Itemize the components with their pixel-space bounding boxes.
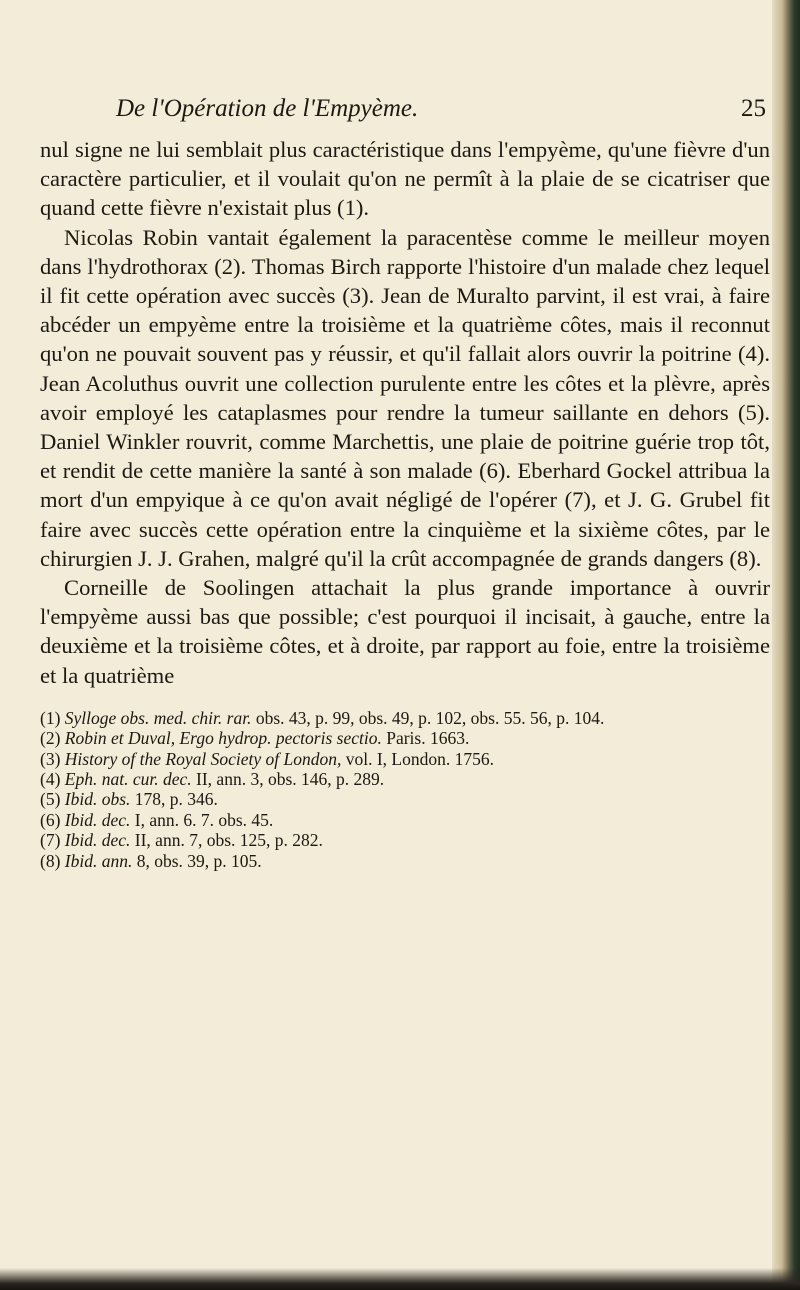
footnote: (3) History of the Royal Society of London, vol. I, London. 1756. xyxy=(40,748,494,769)
running-title: De l'Opération de l'Empyème. xyxy=(116,95,419,122)
footnote: (8) Ibid. ann. 8, obs. 39, p. 105. xyxy=(40,850,262,871)
page-number: 25 xyxy=(741,95,766,122)
page-bottom-shadow xyxy=(0,1268,800,1290)
footnote: (2) Robin et Duval, Ergo hydrop. pectoris sectio. Paris. 1663. xyxy=(40,728,470,749)
footnote: (4) Eph. nat. cur. dec. II, ann. 3, obs. 146, p. 289. xyxy=(40,769,385,790)
body-text xyxy=(40,135,770,690)
footnote: (7) Ibid. dec. II, ann. 7, obs. 125, p. 282. xyxy=(40,830,323,851)
paragraph: Nicolas Robin vantait également la paracentèse comme le meilleur moyen dans l'hydrothorax (2). Thomas Birch rapporte l'histoire d'un malade chez lequel il fit cette opération avec succès (3). Jean de Muralto parvint, il est vrai, à faire abcéder un empyème entre la troisième et la quatrième côtes, mais il reconnut qu'on ne pouvait souvent pas y réussir, et qu'il fallait alors ouvrir la poitrine (4). Jean Acoluthus ouvrit une collection purulente entre les côtes et la plèvre, après avoir employé les cataplasmes pour rendre la tumeur saillante en dehors (5). Daniel Winkler rouvrit, comme Marchettis, une plaie de poitrine guérie trop tôt, et rendit de cette manière la santé à son malade (6). Eberhard Gockel attribua la mort d'un empyique à ce qu'on avait négligé de l'opérer (7), et J. G. Grubel fit faire avec succès cette opération entre la cinquième et la sixième côtes, par le chirurgien J. J. Grahen, malgré qu'il la crût accompagnée de grands dangers (8). xyxy=(40,224,770,571)
footnote: (1) Sylloge obs. med. chir. rar. obs. 43, p. 99, obs. 49, p. 102, obs. 55. 56, p. 104. xyxy=(40,707,605,728)
footnote: (5) Ibid. obs. 178, p. 346. xyxy=(40,789,218,810)
paragraph: nul signe ne lui semblait plus caractéristique dans l'empyème, qu'une fièvre d'un caractère particulier, et il voulait qu'on ne permît à la plaie de se cicatriser que quand cette fièvre n'existait plus (1). xyxy=(40,137,770,221)
footnote: (6) Ibid. dec. I, ann. 6. 7. obs. 45. xyxy=(40,809,274,830)
running-head xyxy=(40,95,770,135)
page-edge-shadow xyxy=(772,0,800,1290)
footnotes xyxy=(40,708,770,871)
book-page xyxy=(40,95,770,871)
paragraph: Corneille de Soolingen attachait la plus grande importance à ouvrir l'empyème aussi bas que possible; c'est pourquoi il incisait, à gauche, entre la deuxième et la troisième côtes, et à droite, par rapport au foie, entre la troisième et la quatrième xyxy=(40,575,770,688)
